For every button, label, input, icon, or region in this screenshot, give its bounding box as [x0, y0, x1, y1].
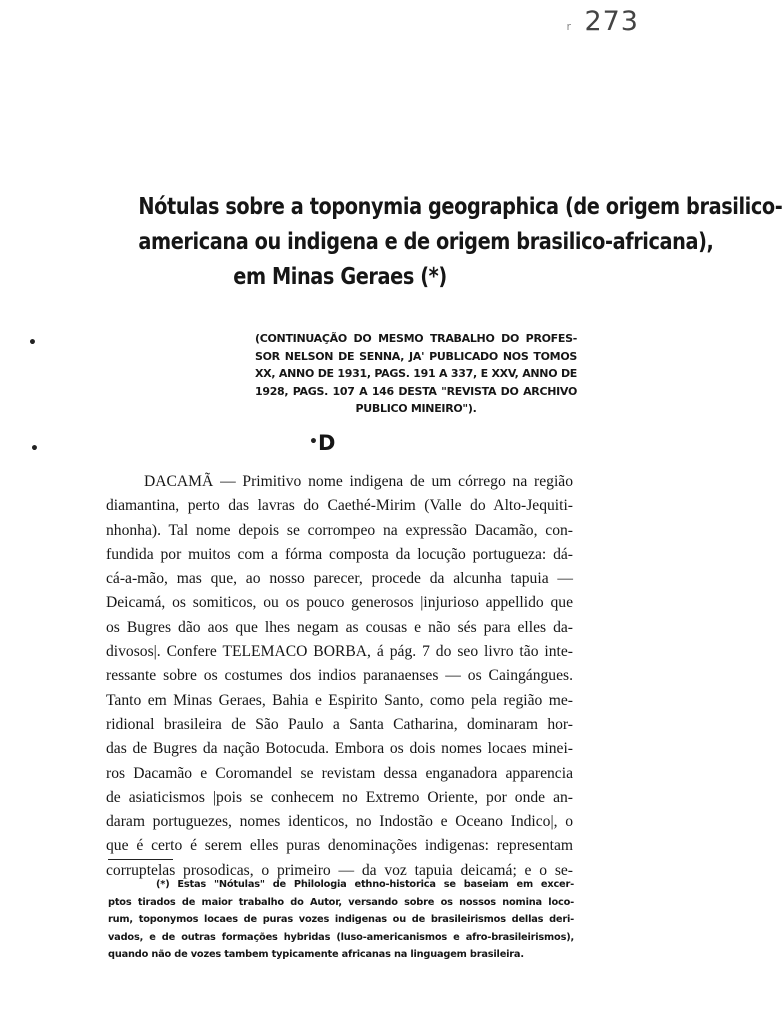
body-line: os Bugres dão aos que lhes negam as cousas e não sés para elles da-: [106, 618, 573, 636]
footnote-divider: [108, 859, 173, 860]
footnote-line: vados, e de outras formações hybridas (luso-americanismos e afro-brasileirismos),: [108, 931, 574, 943]
title-line: americana ou indigena e de origem brasilico-africana),: [138, 229, 714, 255]
body-line: fundida por muitos com a fórma composta da locução portugueza: dá-: [106, 545, 573, 563]
body-line: que é certo é serem elles puras denominações indigenas: representam: [106, 837, 573, 855]
body-line: corruptelas prosodicas, o primeiro — da voz tapuia deicamá; e o se-: [106, 861, 573, 879]
subtitle-line: XX, ANNO DE 1931, PAGS. 191 A 337, E XXV, ANNO DE: [255, 367, 577, 380]
body-line: cá-a-mão, mas que, ao nosso parecer, procede da alcunha tapuia —: [106, 570, 573, 588]
corner-mark: r: [566, 20, 571, 33]
footnote-line: (*) Estas "Nótulas" de Philologia ethno-historica se baseiam em excer-: [156, 879, 574, 890]
footnote-line: ptos tirados de maior trabalho do Autor, versando sobre os nossos nomina loco-: [108, 896, 574, 908]
subtitle-line: SOR NELSON DE SENNA, JA' PUBLICADO NOS TOMOS: [255, 349, 577, 363]
body-line: ridional brasileira de São Paulo a Santa Catharina, dominaram hor-: [106, 715, 573, 733]
subtitle-line: PUBLICO MINEIRO").: [355, 402, 477, 415]
article-title: [138, 190, 782, 295]
body-line: DACAMÃ — Primitivo nome indigena de um córrego na região: [144, 473, 573, 490]
body-line: diamantina, perto das lavras do Caethé-Mirim (Valle do Alto-Jequiti-: [106, 497, 573, 515]
ink-dot: •: [309, 434, 318, 450]
body-line: de asiaticismos |pois se conhecem no Extremo Oriente, por onde an-: [106, 788, 573, 806]
body-line: das de Bugres da nação Botocuda. Embora os dois nomes locaes minei-: [106, 740, 573, 758]
body-text: [106, 470, 573, 883]
body-line: ressante sobre os costumes dos indios paranaenses — os Caingángues.: [106, 667, 573, 685]
footnote-line: quando não de vozes tambem typicamente africanas na linguagem brasileira.: [108, 949, 524, 960]
subtitle-line: (CONTINUAÇÃO DO MESMO TRABALHO DO PROFES-: [255, 332, 577, 345]
margin-dot: •: [30, 441, 39, 457]
footnote-line: rum, toponymos locaes de puras vozes indigenas ou de brasileirismos dellas deri-: [108, 914, 574, 925]
page-number: 273: [584, 6, 639, 37]
subtitle-line: 1928, PAGS. 107 A 146 DESTA "REVISTA DO ARCHIVO: [255, 384, 577, 398]
article-subtitle: [255, 330, 577, 418]
section-letter: D: [318, 431, 336, 455]
body-line: divosos|. Confere TELEMACO BORBA, á pág. 7 do seo livro tão inte-: [106, 643, 573, 661]
body-line: Deicamá, os somiticos, ou os pouco generosos |injurioso appellido que: [106, 594, 573, 612]
footnote: [108, 876, 574, 964]
body-line: ros Dacamão e Coromandel se revistam dessa enganadora apparencia: [106, 764, 573, 782]
body-line: Tanto em Minas Geraes, Bahia e Espirito Santo, como pela região me-: [106, 691, 573, 709]
title-line: em Minas Geraes (*): [233, 264, 447, 290]
body-line: nhonha). Tal nome depois se corrompeo na expressão Dacamão, con-: [106, 521, 573, 539]
title-line: Nótulas sobre a toponymia geographica (de origem brasilico-: [138, 194, 782, 220]
margin-dot: •: [28, 335, 37, 351]
body-line: daram portuguezes, nomes identicos, no Indostão e Oceano Indico|, o: [106, 813, 573, 831]
